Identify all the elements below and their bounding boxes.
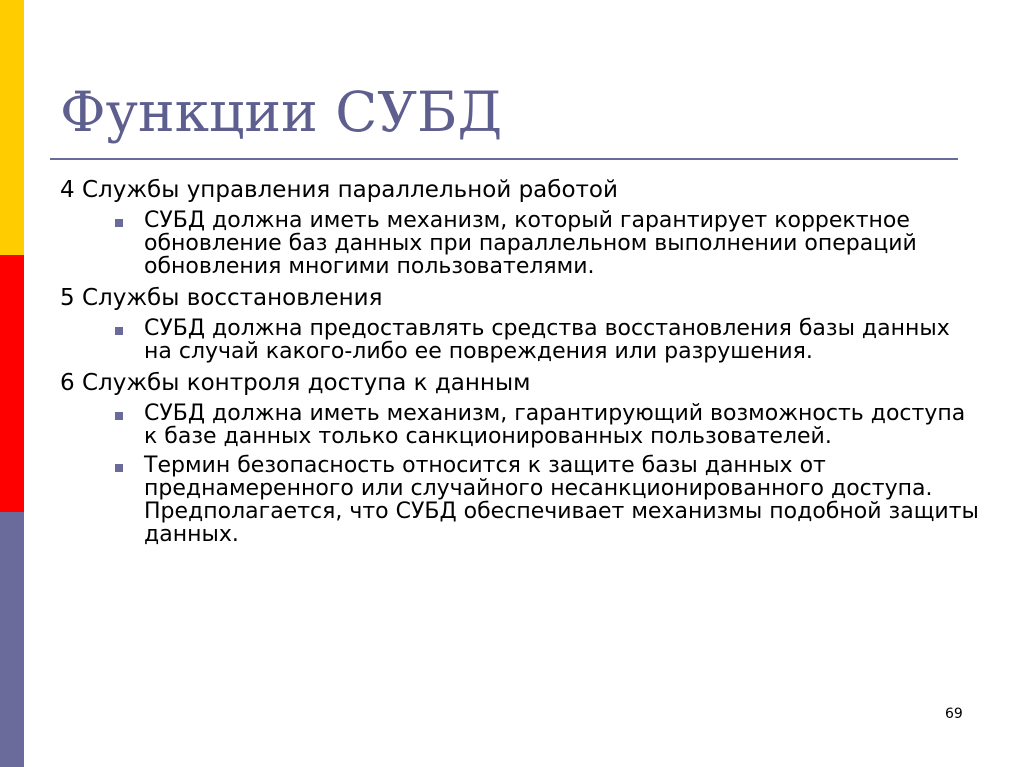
section-recovery xyxy=(60,284,980,363)
square-bullet-icon xyxy=(115,412,123,420)
bullet-text: СУБД должна предоставлять средства восстановления базы данных на случай какого-либо ее повреждения или разрушения. xyxy=(144,316,950,364)
accent-bar-yellow xyxy=(0,0,24,255)
section-access-control xyxy=(60,369,980,546)
bullet-text: СУБД должна иметь механизм, гарантирующий возможность доступа к базе данных только санкционированных пользователей. xyxy=(144,401,966,449)
bullet-item xyxy=(60,454,980,546)
section-heading: 6 Службы контроля доступа к данным xyxy=(60,370,531,396)
title-divider xyxy=(50,158,958,160)
slide-title: Функции СУБД xyxy=(60,80,503,144)
bullet-item xyxy=(60,209,980,278)
square-bullet-icon xyxy=(115,464,123,472)
bullet-text: СУБД должна иметь механизм, который гарантирует корректное обновление баз данных при параллельном выполнении операций обновления многими пользователями. xyxy=(144,208,917,279)
slide-body xyxy=(60,176,980,552)
section-concurrency xyxy=(60,176,980,278)
bullet-text: Термин безопасность относится к защите базы данных от преднамеренного или случайного несанкционированного доступа. Предполагается, что СУБД обеспечивает механизмы подобной защиты данных. xyxy=(144,453,979,547)
bullet-item xyxy=(60,317,980,363)
section-heading: 4 Службы управления параллельной работой xyxy=(60,177,618,203)
square-bullet-icon xyxy=(115,219,123,227)
section-heading: 5 Службы восстановления xyxy=(60,285,383,311)
accent-bar-red xyxy=(0,255,24,512)
bullet-item xyxy=(60,402,980,448)
page-number: 69 xyxy=(945,706,963,722)
square-bullet-icon xyxy=(115,327,123,335)
accent-bar-blue xyxy=(0,512,24,767)
